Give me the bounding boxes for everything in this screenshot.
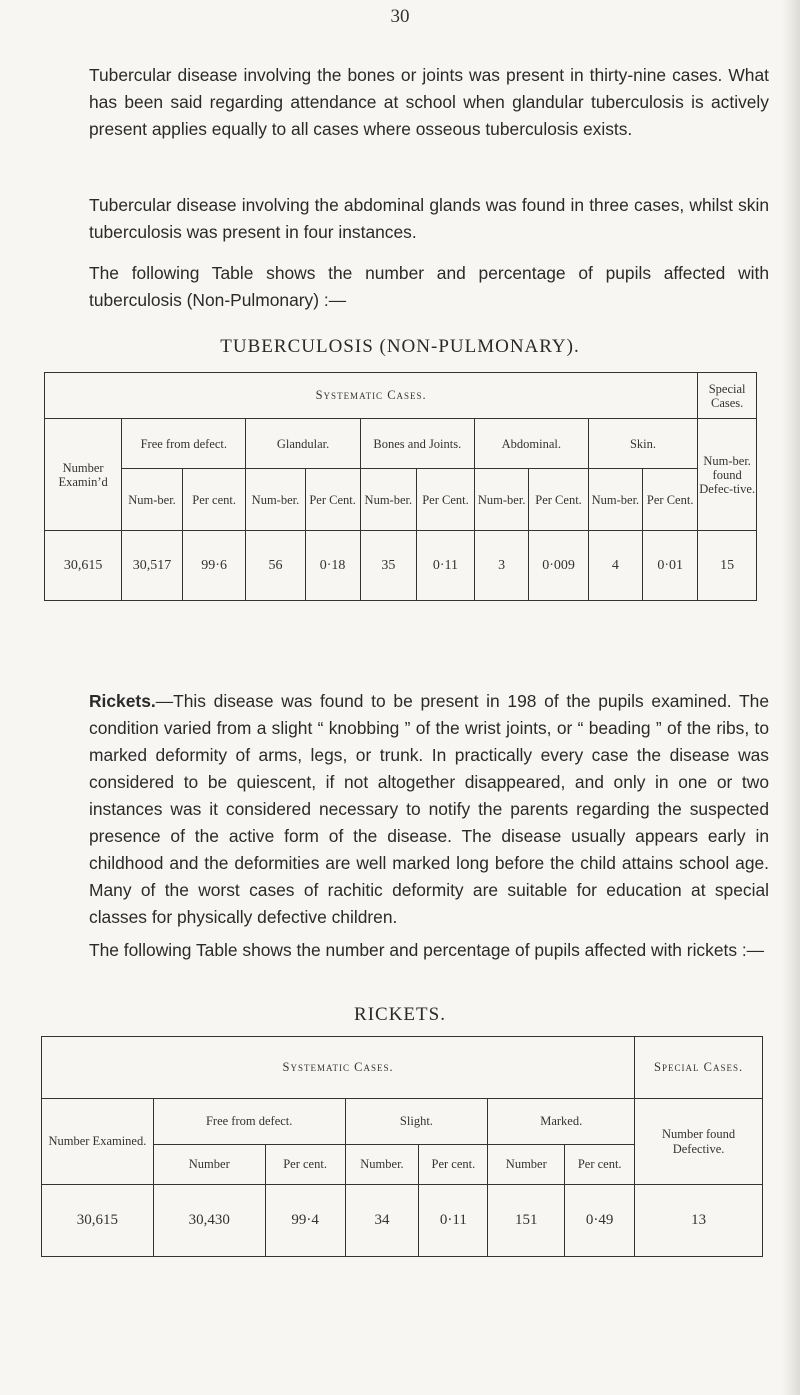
value-free-number: 30,517 bbox=[122, 531, 183, 601]
rickets-text: —This disease was found to be present in 198 of the pupils examined. The condition varied from a slight “ knobbing ” of the wrist joints, or “ beading ” of the ribs, to marked deformity of arms, legs, or trunk. In practically every case the disease was considered to be quiescent, if not altogether disappeared, and only in one or two instances was it considered necessary to notify the parents regarding the suspected presence of the active form of the disease. The disease usually appears early in childhood and the deformities are well marked long before the child attains school age. Many of the worst cases of rachitic deformity are suitable for education at special classes for physically defective children. bbox=[89, 691, 769, 927]
sub-header-slight-percent: Per cent. bbox=[419, 1145, 488, 1185]
sub-header-marked-percent: Per cent. bbox=[565, 1145, 635, 1185]
special-number-found-defective-header: Num-ber. found Defec-tive. bbox=[698, 419, 757, 531]
value-special-cases: 15 bbox=[698, 531, 757, 601]
sub-header-glandular-percent: Per Cent. bbox=[305, 469, 360, 531]
value-free-percent: 99·6 bbox=[182, 531, 246, 601]
group-header-bones-and-joints: Bones and Joints. bbox=[360, 419, 474, 469]
sub-header-glandular-number: Num-ber. bbox=[246, 469, 305, 531]
sub-header-free-number: Num-ber. bbox=[122, 469, 183, 531]
sub-header-abdominal-number: Num-ber. bbox=[474, 469, 528, 531]
sub-header-free-number: Number bbox=[153, 1145, 265, 1185]
sub-header-marked-number: Number bbox=[488, 1145, 565, 1185]
paragraph-tuberculosis-table-intro: The following Table shows the number and percentage of pupils affected with tuberculosis (Non-Pulmonary) :— bbox=[89, 263, 769, 310]
value-free-number: 30,430 bbox=[153, 1185, 265, 1257]
value-slight-percent: 0·11 bbox=[419, 1185, 488, 1257]
sub-header-free-percent: Per cent. bbox=[182, 469, 246, 531]
group-header-abdominal: Abdominal. bbox=[474, 419, 588, 469]
sub-header-skin-number: Num-ber. bbox=[588, 469, 642, 531]
group-header-free-from-defect: Free from defect. bbox=[153, 1099, 345, 1145]
sub-header-bones-number: Num-ber. bbox=[360, 469, 416, 531]
tuberculosis-table-heading: TUBERCULOSIS (NON-PULMONARY). bbox=[220, 336, 580, 357]
value-number-examined: 30,615 bbox=[45, 531, 122, 601]
systematic-cases-header: Systematic Cases. bbox=[42, 1037, 635, 1099]
value-abdominal-percent: 0·009 bbox=[529, 531, 588, 601]
value-bones-number: 35 bbox=[360, 531, 416, 601]
special-number-found-defective-header: Number found Defective. bbox=[635, 1099, 763, 1185]
value-special-cases: 13 bbox=[635, 1185, 763, 1257]
value-skin-number: 4 bbox=[588, 531, 642, 601]
value-skin-percent: 0·01 bbox=[643, 531, 698, 601]
value-number-examined: 30,615 bbox=[42, 1185, 154, 1257]
rickets-run-in-heading: Rickets. bbox=[89, 691, 156, 711]
tuberculosis-table bbox=[44, 372, 757, 601]
value-glandular-percent: 0·18 bbox=[305, 531, 360, 601]
paragraph-rickets bbox=[89, 688, 769, 931]
table-row bbox=[45, 531, 757, 601]
group-header-skin: Skin. bbox=[588, 419, 698, 469]
sub-header-abdominal-percent: Per Cent. bbox=[529, 469, 588, 531]
value-marked-number: 151 bbox=[488, 1185, 565, 1257]
group-header-marked: Marked. bbox=[488, 1099, 635, 1145]
rickets-table bbox=[41, 1036, 763, 1257]
systematic-cases-header: Systematic Cases. bbox=[45, 373, 698, 419]
sub-header-free-percent: Per cent. bbox=[265, 1145, 345, 1185]
paragraph-abdominal-skin-tuberculosis: Tubercular disease involving the abdominal glands was found in three cases, whilst skin tuberculosis was present in four instances. bbox=[89, 195, 769, 242]
sub-header-skin-percent: Per Cent. bbox=[643, 469, 698, 531]
sub-header-bones-percent: Per Cent. bbox=[416, 469, 474, 531]
value-bones-percent: 0·11 bbox=[416, 531, 474, 601]
rickets-table-heading: RICKETS. bbox=[354, 1004, 446, 1025]
group-header-free-from-defect: Free from defect. bbox=[122, 419, 246, 469]
value-free-percent: 99·4 bbox=[265, 1185, 345, 1257]
group-header-slight: Slight. bbox=[345, 1099, 488, 1145]
value-abdominal-number: 3 bbox=[474, 531, 528, 601]
number-examined-header: Number Examined. bbox=[42, 1099, 154, 1185]
value-marked-percent: 0·49 bbox=[565, 1185, 635, 1257]
special-cases-header: Special Cases. bbox=[698, 373, 757, 419]
paragraph-osseous-tuberculosis: Tubercular disease involving the bones or joints was present in thirty-nine cases. What has been said regarding attendance at school when glandular tuberculosis is actively present applies equally to all cases where osseous tuberculosis exists. bbox=[89, 65, 769, 139]
sub-header-slight-number: Number. bbox=[345, 1145, 419, 1185]
group-header-glandular: Glandular. bbox=[246, 419, 360, 469]
number-examined-header: Number Examin’d bbox=[45, 419, 122, 531]
table-row bbox=[42, 1185, 763, 1257]
value-slight-number: 34 bbox=[345, 1185, 419, 1257]
special-cases-header: Special Cases. bbox=[635, 1037, 763, 1099]
paragraph-rickets-table-intro: The following Table shows the number and percentage of pupils affected with rickets :— bbox=[89, 940, 765, 960]
page-edge-shadow bbox=[782, 0, 800, 1395]
value-glandular-number: 56 bbox=[246, 531, 305, 601]
page-number: 30 bbox=[390, 6, 410, 27]
